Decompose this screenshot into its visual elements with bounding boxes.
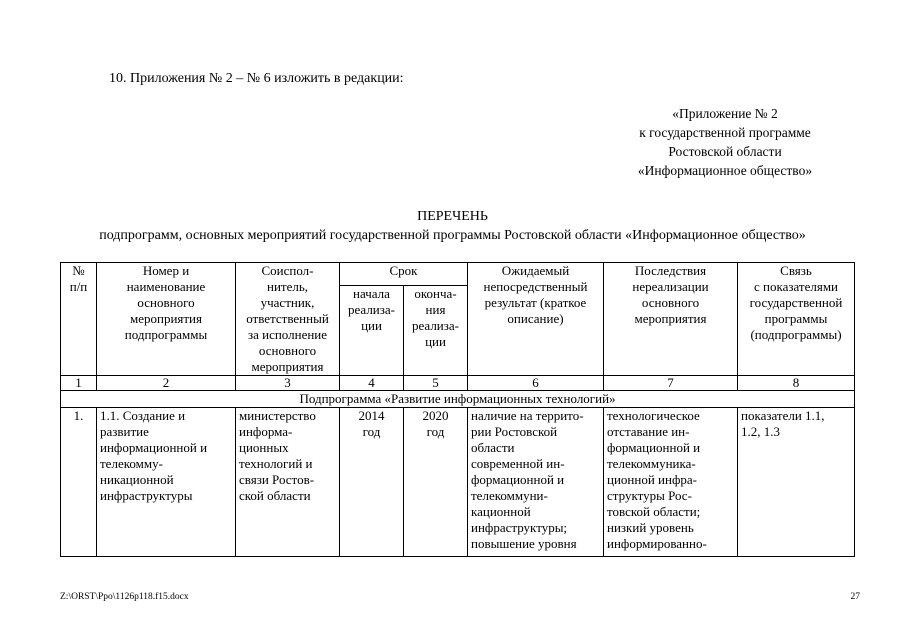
row-name: 1.1. Создание и развитие информационной и телекомму- никационной инфраструктуры — [97, 408, 236, 557]
header-num: № п/п — [61, 263, 97, 376]
header-link: Связь с показателями государственной программы (подпрограммы) — [738, 263, 855, 376]
column-number: 5 — [404, 376, 468, 391]
header-result: Ожидаемый непосредственный результат (краткое описание) — [468, 263, 604, 376]
subprogram-row — [61, 391, 855, 408]
annex-line: «Приложение № 2 — [672, 106, 778, 121]
row-executor: министерство информа- ционных технологий и связи Ростов- ской области — [236, 408, 340, 557]
header-end: оконча- ния реализа- ции — [404, 286, 468, 376]
intro-paragraph: 10. Приложения № 2 – № 6 изложить в редакции: — [109, 71, 404, 86]
annex-line: Ростовской области — [668, 144, 782, 159]
header-consequences: Последствия нереализации основного мероприятия — [604, 263, 738, 376]
row-end: 2020 год — [404, 408, 468, 557]
header-executor: Соиспол- нитель, участник, ответственный за исполнение основного мероприятия — [236, 263, 340, 376]
row-result: наличие на террито- рии Ростовской области современной ин- формационной и телекоммуни- кационной инфраструктуры; повышение уровня — [468, 408, 604, 557]
column-number: 7 — [604, 376, 738, 391]
row-num: 1. — [61, 408, 97, 557]
document-subtitle: подпрограмм, основных мероприятий государственной программы Ростовской области «Информационное общество» — [99, 228, 806, 243]
annex-header — [560, 104, 890, 180]
header-name: Номер и наименование основного мероприятия подпрограммы — [97, 263, 236, 376]
table-row — [61, 408, 855, 557]
column-number: 1 — [61, 376, 97, 391]
header-term: Срок — [340, 263, 468, 286]
column-number: 6 — [468, 376, 604, 391]
page-number: 27 — [850, 592, 860, 602]
header-row — [61, 263, 855, 286]
column-number-row — [61, 376, 855, 391]
header-start: начала реализа- ции — [340, 286, 404, 376]
footer-file-path: Z:\ORST\Ppo\1126p118.f15.docx — [60, 592, 189, 602]
column-number: 3 — [236, 376, 340, 391]
subprogram-title: Подпрограмма «Развитие информационных технологий» — [61, 391, 855, 408]
measures-table — [60, 262, 855, 557]
annex-line: «Информационное общество» — [637, 163, 813, 178]
row-link: показатели 1.1, 1.2, 1.3 — [738, 408, 855, 557]
annex-line: к государственной программе — [639, 125, 811, 140]
column-number: 2 — [97, 376, 236, 391]
column-number: 4 — [340, 376, 404, 391]
row-start: 2014 год — [340, 408, 404, 557]
document-title: ПЕРЕЧЕНЬ — [417, 209, 488, 224]
row-consequences: технологическое отставание ин- формационной и телекоммуника- ционной инфра- структуры Рос- товской области; низкий уровень информированно- — [604, 408, 738, 557]
column-number: 8 — [738, 376, 855, 391]
